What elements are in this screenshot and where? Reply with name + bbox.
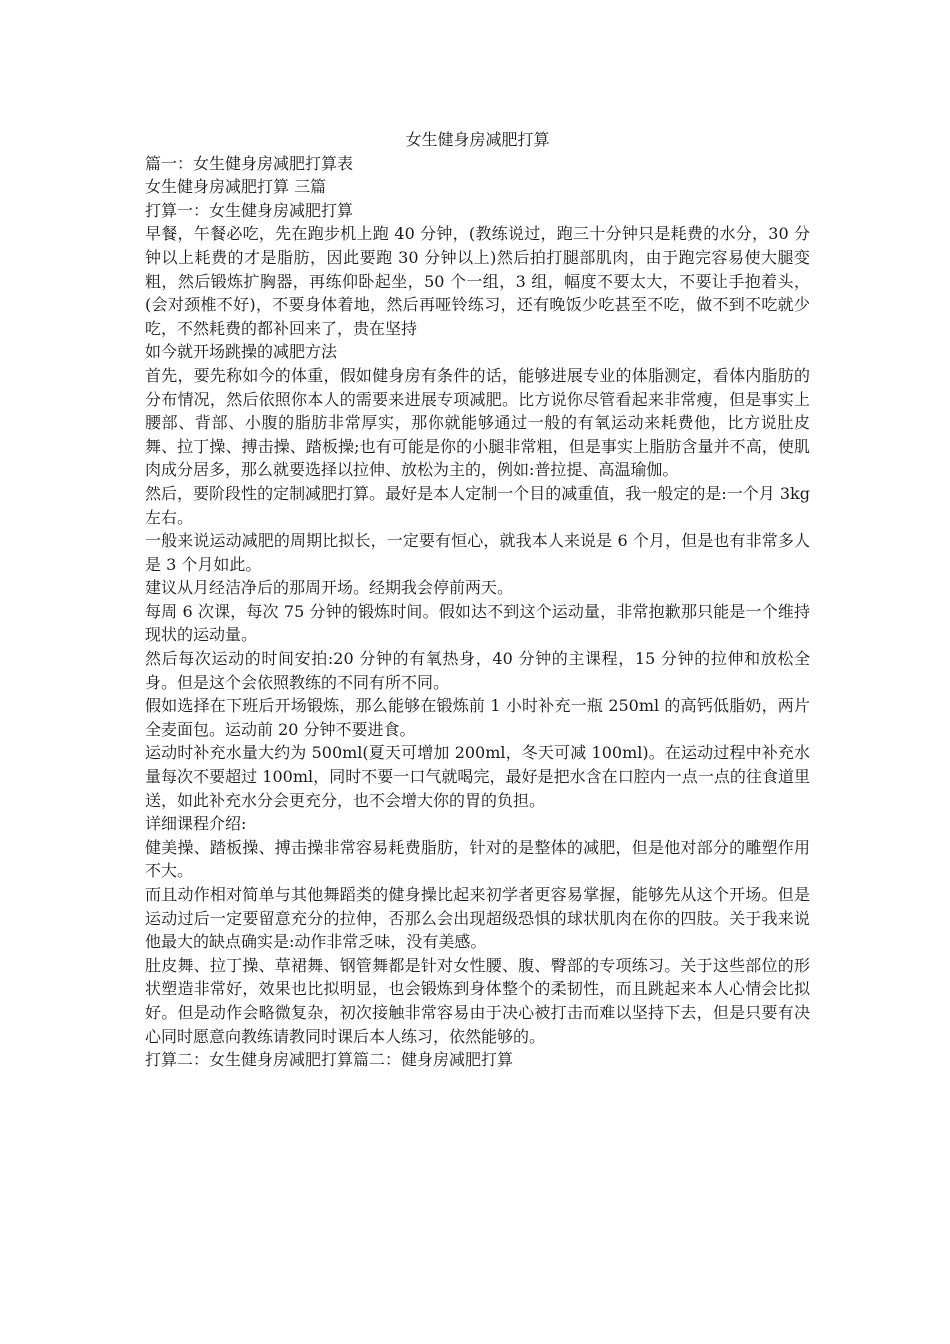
paragraph: 而且动作相对简单与其他舞蹈类的健身操比起来初学者更容易掌握，能够先从这个开场。但是运动过后一定要留意充分的拉伸，否那么会出现超级恐惧的球状肌肉在你的四肢。关于我来说他最大的缺点确实是:动作非常乏味，没有美感。 (145, 885, 810, 952)
paragraph-heading: 详细课程介绍: (145, 814, 247, 834)
document-body (145, 128, 810, 1072)
paragraph: 早餐，午餐必吃，先在跑步机上跑 40 分钟，(教练说过，跑三十分钟只是耗费的水分，30 分钟以上耗费的才是脂肪，因此要跑 30 分钟以上)然后拍打腿部肌肉，由于跑完容易使大腿变粗，然后锻炼扩胸器，再练仰卧起坐，50 个一组，3 组，幅度不要太大，不要让手抱着头，(会对颈椎不好)，不要身体着地，然后再哑铃练习，还有晚饭少吃甚至不吃，做不到不吃就少吃，不然耗费的都补回来了，贵在坚持 (145, 224, 810, 338)
paragraph: 每周 6 次课，每次 75 分钟的锻炼时间。假如达不到这个运动量，非常抱歉那只能是一个维持现状的运动量。 (145, 601, 810, 645)
plan-heading: 打算一：女生健身房减肥打算 (145, 200, 354, 220)
paragraph: 建议从月经洁净后的那周开场。经期我会停前两天。 (145, 578, 514, 598)
subtitle: 女生健身房减肥打算 三篇 (145, 177, 327, 197)
paragraph: 一般来说运动减肥的周期比拟长，一定要有恒心，就我本人来说是 6 个月，但是也有非常多人是 3 个月如此。 (145, 531, 810, 574)
paragraph: 运动时补充水量大约为 500ml(夏天可增加 200ml，冬天可减 100ml)。在运动过程中补充水量每次不要超过 100ml，同时不要一口气就喝完，最好是把水含在口腔内一点一点的往食道里送，如此补充水分会更充分，也不会增大你的胃的负担。 (145, 743, 810, 810)
paragraph: 肚皮舞、拉丁操、草裙舞、钢管舞都是针对女性腰、腹、臀部的专项练习。关于这些部位的形状塑造非常好，效果也比拟明显，也会锻炼到身体整个的柔韧性，而且跳起来本人心情会比拟好。但是动作会略微复杂，初次接触非常容易由于决心被打击而难以坚持下去，但是只要有决心同时愿意向教练请教同时课后本人练习，依然能够的。 (145, 955, 810, 1046)
paragraph: 然后，要阶段性的定制减肥打算。最好是本人定制一个目的减重值，我一般定的是:一个月 3kg 左右。 (145, 483, 810, 527)
paragraph-heading: 如今就开场跳操的减肥方法 (145, 342, 338, 362)
plan-heading: 打算二：女生健身房减肥打算篇二：健身房减肥打算 (145, 1050, 514, 1070)
paragraph: 健美操、踏板操、搏击操非常容易耗费脂肪，针对的是整体的减肥，但是他对部分的雕塑作用不大。 (145, 837, 810, 881)
paragraph: 假如选择在下班后开场锻炼，那么能够在锻炼前 1 小时补充一瓶 250ml 的高钙低脂奶，两片全麦面包。运动前 20 分钟不要进食。 (145, 696, 810, 739)
section-heading: 篇一：女生健身房减肥打算表 (145, 153, 354, 173)
document-title: 女生健身房减肥打算 (405, 130, 550, 149)
paragraph: 然后每次运动的时间安拍:20 分钟的有氧热身，40 分钟的主课程，15 分钟的拉伸和放松全身。但是这个会依照教练的不同有所不同。 (145, 649, 810, 692)
paragraph: 首先，要先称如今的体重，假如健身房有条件的话，能够进展专业的体脂测定，看体内脂肪的分布情况，然后依照你本人的需要来进展专项减肥。比方说你尽管看起来非常瘦，但是事实上腰部、背部、小腹的脂肪非常厚实，那你就能够通过一般的有氧运动来耗费他，比方说肚皮舞、拉丁操、搏击操、踏板操;也有可能是你的小腿非常粗，但是事实上脂肪含量并不高，使肌肉成分居多，那么就要选择以拉伸、放松为主的，例如:普拉提、高温瑜伽。 (145, 365, 810, 480)
